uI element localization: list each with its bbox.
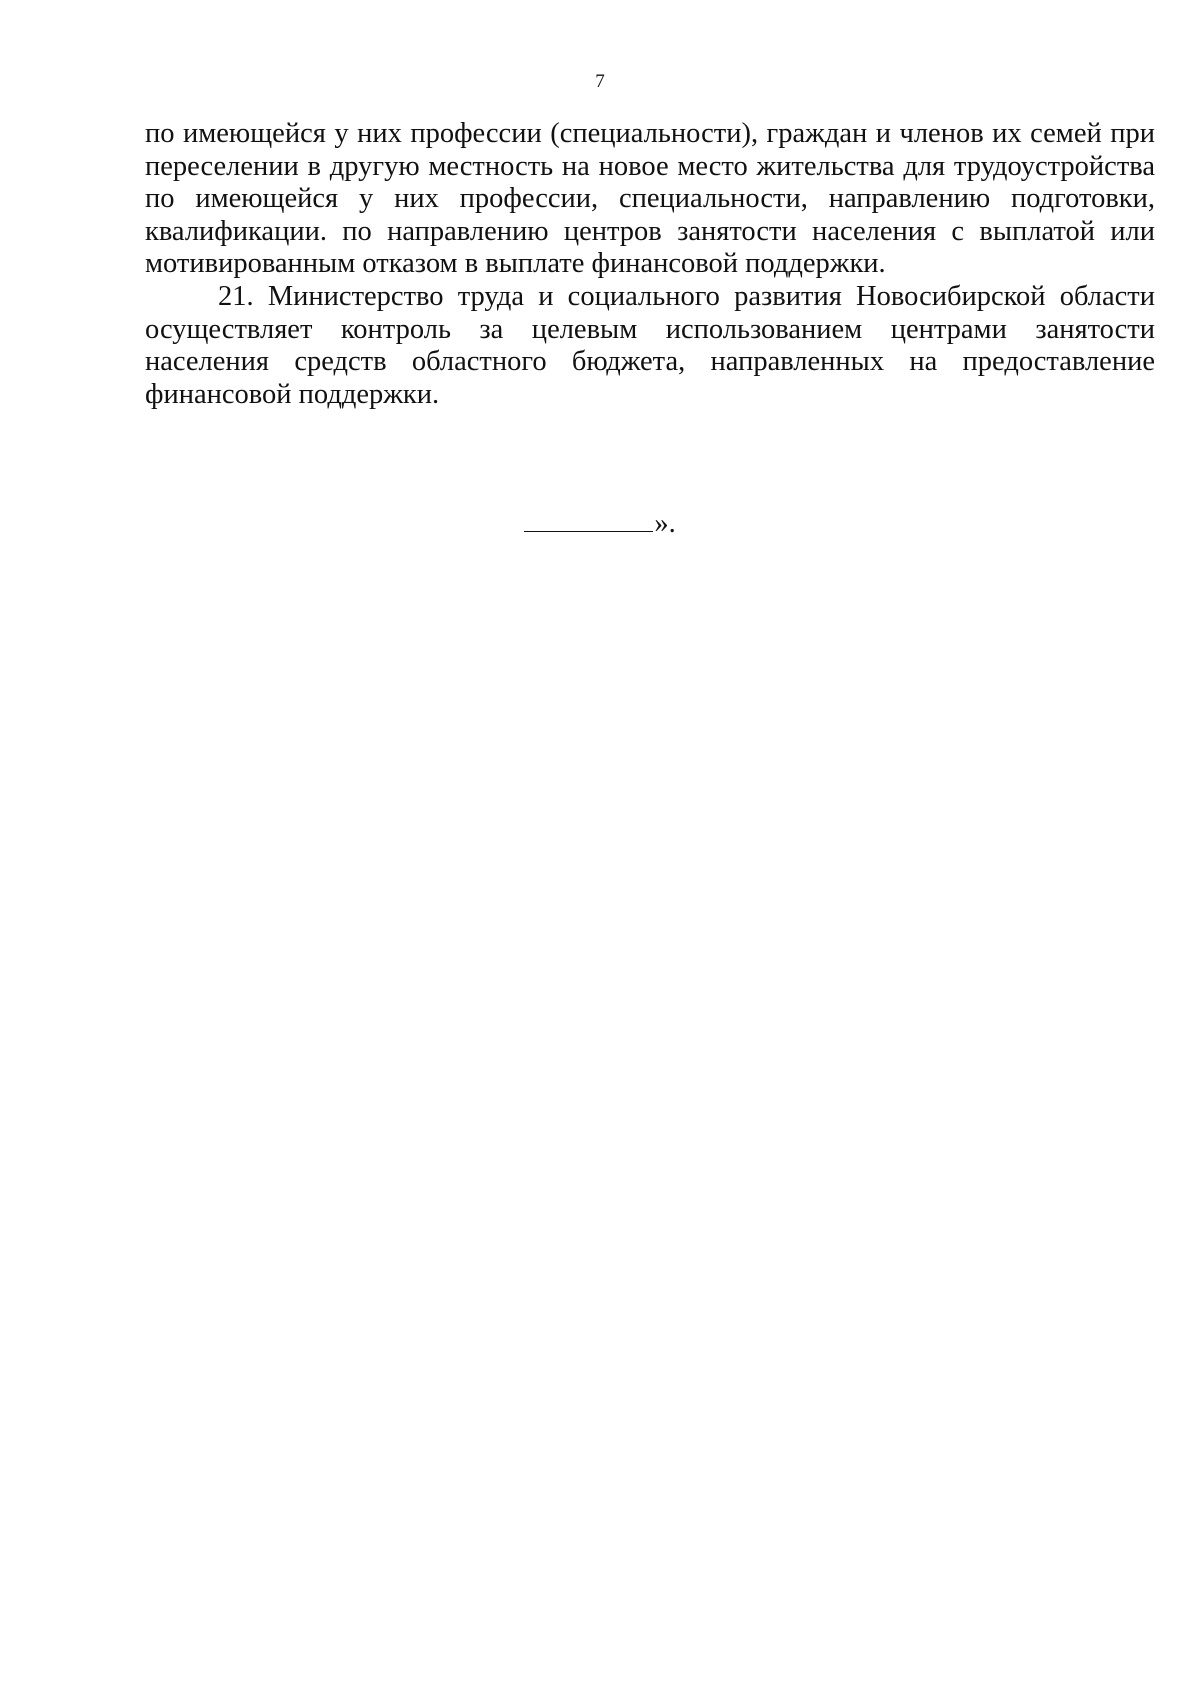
document-body bbox=[145, 118, 1155, 411]
closing-mark bbox=[0, 508, 1200, 540]
paragraph-item-21: 21. Министерство труда и социального развития Новосибирской области осуществляет контроль за целевым использованием центрами занятости населения средств областного бюджета, направленных на предоставление финансовой поддержки. bbox=[145, 280, 1155, 410]
closing-quote: ». bbox=[654, 508, 676, 539]
paragraph-continuation: по имеющейся у них профессии (специальности), граждан и членов их семей при переселении в другую местность на новое место жительства для трудоустройства по имеющейся у них профессии, специальности, направлению подготовки, квалификации. по направлению центров занятости населения с выплатой или мотивированным отказом в выплате финансовой поддержки. bbox=[145, 118, 1155, 280]
page-number: 7 bbox=[595, 71, 605, 92]
closing-underline bbox=[524, 509, 653, 532]
